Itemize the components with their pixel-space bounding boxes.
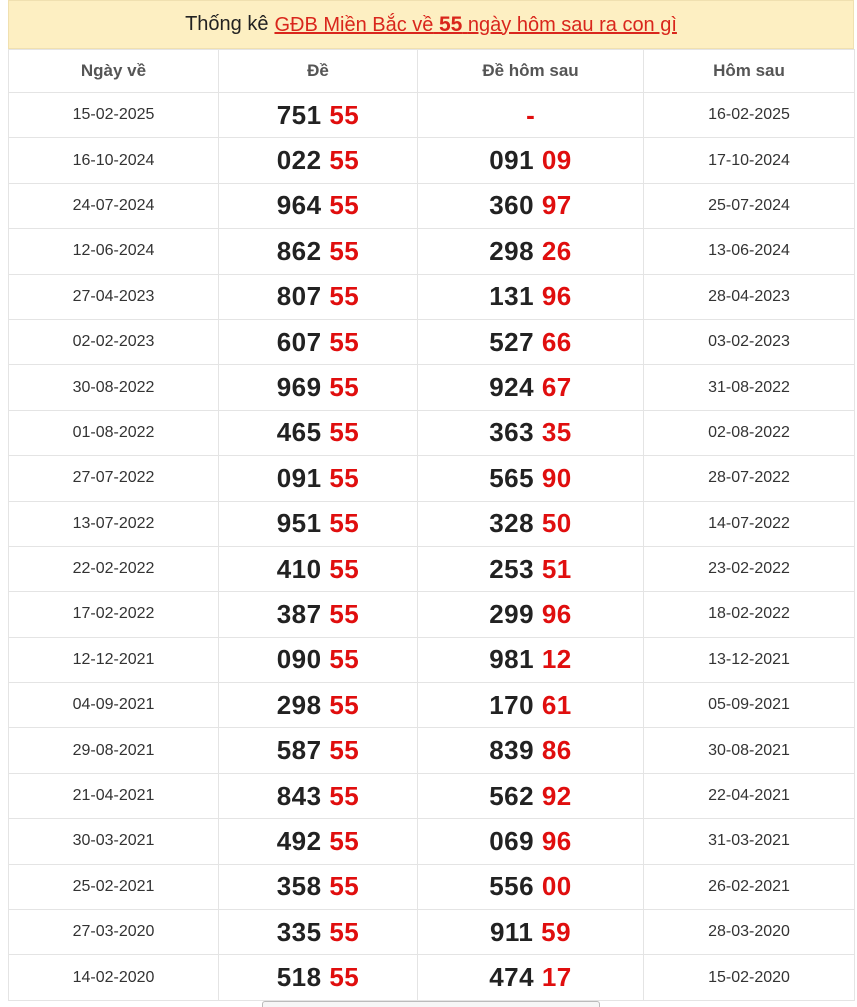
table-row: [9, 319, 855, 364]
de-prefix: 091: [276, 462, 322, 493]
date-text: 30-03-2021: [72, 832, 155, 850]
next-de-prefix: 091: [489, 145, 535, 176]
cell-de: [219, 138, 418, 183]
cell-de: [219, 819, 418, 864]
date-text: 27-03-2020: [72, 923, 155, 941]
table-row: [9, 274, 855, 319]
de-prefix: 335: [276, 916, 322, 947]
cell-next-de: [418, 501, 644, 546]
date-text: 04-09-2021: [72, 696, 155, 714]
de-number: [277, 327, 360, 357]
column-header-next-de: Đề hôm sau: [418, 50, 644, 93]
next-de-suffix: 67: [541, 372, 572, 403]
cell-de: [219, 955, 418, 1000]
de-prefix: 410: [276, 553, 322, 584]
next-de-prefix: 924: [489, 372, 535, 403]
page-title: [8, 0, 854, 49]
de-suffix: 55: [329, 508, 360, 539]
next-de-prefix: 562: [489, 780, 535, 811]
de-prefix: 090: [276, 644, 322, 675]
cell-de: [219, 546, 418, 591]
next-de-number: [489, 463, 572, 493]
cell-date: [9, 819, 219, 864]
date-text: 25-02-2021: [72, 877, 155, 895]
cell-next-date: [644, 773, 855, 818]
cell-date: [9, 229, 219, 274]
de-number: [277, 417, 360, 447]
cell-next-date: [644, 910, 855, 955]
next-date-text: 13-06-2024: [708, 242, 790, 260]
cell-de: [219, 592, 418, 637]
cell-next-date: [644, 955, 855, 1000]
next-de-suffix: 51: [541, 553, 572, 584]
cell-date: [9, 592, 219, 637]
cell-date: [9, 637, 219, 682]
title-prefix: Thống kê: [185, 13, 269, 35]
de-number: [277, 463, 360, 493]
next-de-number: [489, 236, 572, 266]
next-de-number: [489, 644, 572, 674]
de-prefix: 492: [276, 825, 322, 856]
next-date-text: 31-03-2021: [708, 832, 790, 850]
next-de-prefix: 170: [489, 689, 535, 720]
de-number: [277, 781, 360, 811]
next-de-number: [489, 281, 572, 311]
next-de-suffix: 96: [541, 825, 572, 856]
cell-next-de: [418, 864, 644, 909]
cell-de: [219, 410, 418, 455]
cell-date: [9, 864, 219, 909]
de-number: [277, 962, 360, 992]
cell-next-de: [418, 183, 644, 228]
table-row: [9, 546, 855, 591]
cell-de: [219, 365, 418, 410]
next-date-text: 25-07-2024: [708, 196, 790, 214]
de-suffix: 55: [329, 235, 360, 266]
de-prefix: 607: [276, 326, 322, 357]
de-prefix: 465: [276, 417, 322, 448]
de-suffix: 55: [329, 372, 360, 403]
next-de-prefix: 474: [489, 962, 535, 993]
next-date-text: 26-02-2021: [708, 877, 790, 895]
date-text: 17-02-2022: [72, 605, 155, 623]
de-suffix: 55: [329, 99, 360, 130]
de-number: [277, 917, 360, 947]
cell-next-de: [418, 410, 644, 455]
next-de-prefix: 328: [489, 508, 535, 539]
next-date-text: 30-08-2021: [708, 741, 790, 759]
cell-next-de: [418, 274, 644, 319]
de-number: [277, 372, 360, 402]
next-date-text: 23-02-2022: [708, 560, 790, 578]
next-de-suffix: 96: [541, 598, 572, 629]
next-de-suffix: 61: [541, 689, 572, 720]
cell-de: [219, 319, 418, 364]
de-suffix: 55: [329, 417, 360, 448]
de-prefix: 807: [276, 281, 322, 312]
cell-next-de: [418, 456, 644, 501]
next-de-prefix: 131: [489, 281, 535, 312]
stats-panel: [8, 0, 854, 1001]
next-de-prefix: 565: [489, 462, 535, 493]
de-number: [277, 100, 360, 130]
next-de-suffix: 26: [541, 235, 572, 266]
next-date-text: 15-02-2020: [708, 968, 790, 986]
date-text: 27-04-2023: [72, 287, 155, 305]
next-de-suffix: 35: [541, 417, 572, 448]
cell-date: [9, 910, 219, 955]
cell-date: [9, 546, 219, 591]
next-de-number: [489, 871, 572, 901]
table-row: [9, 864, 855, 909]
cell-next-de: [418, 819, 644, 864]
next-de-suffix: 86: [541, 735, 572, 766]
next-de-suffix: 90: [541, 462, 572, 493]
cell-next-date: [644, 183, 855, 228]
next-date-text: 05-09-2021: [708, 696, 790, 714]
column-header-next-date: Hôm sau: [644, 50, 855, 93]
de-suffix: 55: [329, 598, 360, 629]
de-number: [277, 281, 360, 311]
next-de-number: [489, 690, 572, 720]
cell-date: [9, 410, 219, 455]
de-prefix: 843: [276, 780, 322, 811]
table-header-row: [9, 50, 855, 93]
next-de-number: [489, 372, 572, 402]
cell-de: [219, 637, 418, 682]
de-prefix: 022: [276, 145, 322, 176]
cell-date: [9, 93, 219, 138]
cell-date: [9, 274, 219, 319]
next-de-number: [489, 327, 572, 357]
cell-date: [9, 456, 219, 501]
cell-de: [219, 183, 418, 228]
cell-next-de: [418, 365, 644, 410]
next-date-text: 14-07-2022: [708, 514, 790, 532]
de-prefix: 951: [276, 508, 322, 539]
table-row: [9, 773, 855, 818]
next-de-prefix: 360: [489, 190, 535, 221]
title-link-number: 55: [438, 12, 463, 36]
table-row: [9, 501, 855, 546]
cell-de: [219, 501, 418, 546]
date-text: 21-04-2021: [72, 787, 155, 805]
next-de-prefix: 981: [489, 644, 535, 675]
next-de-number: [489, 190, 572, 220]
cell-next-de: [418, 319, 644, 364]
cell-next-de: [418, 93, 644, 138]
cell-de: [219, 864, 418, 909]
cell-de: [219, 683, 418, 728]
next-de-number: [489, 508, 572, 538]
date-text: 13-07-2022: [72, 514, 155, 532]
cell-de: [219, 910, 418, 955]
next-de-prefix: 556: [489, 871, 535, 902]
de-number: [277, 871, 360, 901]
date-text: 12-06-2024: [72, 242, 155, 260]
stats-table: [8, 49, 855, 1001]
next-date-text: 31-08-2022: [708, 378, 790, 396]
table-row: [9, 93, 855, 138]
cell-next-date: [644, 138, 855, 183]
next-de-number: [490, 917, 571, 947]
next-de-missing: -: [526, 99, 535, 130]
next-de-suffix: 09: [541, 145, 572, 176]
de-suffix: 55: [329, 689, 360, 720]
cell-next-date: [644, 546, 855, 591]
cell-next-date: [644, 93, 855, 138]
next-de-suffix: 50: [541, 508, 572, 539]
cell-date: [9, 138, 219, 183]
next-de-suffix: 97: [541, 190, 572, 221]
date-text: 30-08-2022: [72, 378, 155, 396]
next-date-text: 28-07-2022: [708, 469, 790, 487]
de-suffix: 55: [329, 825, 360, 856]
cell-next-date: [644, 592, 855, 637]
cell-next-de: [418, 592, 644, 637]
next-de-number: [489, 599, 572, 629]
cell-next-de: [418, 773, 644, 818]
next-date-text: 28-03-2020: [708, 923, 790, 941]
next-de-number: [489, 554, 572, 584]
cell-next-date: [644, 501, 855, 546]
cell-next-de: [418, 728, 644, 773]
next-de-suffix: 12: [541, 644, 572, 675]
de-suffix: 55: [329, 644, 360, 675]
cell-next-date: [644, 819, 855, 864]
title-link-before: GĐB Miền Bắc về: [274, 13, 434, 36]
next-date-text: 18-02-2022: [708, 605, 790, 623]
table-row: [9, 456, 855, 501]
de-suffix: 55: [329, 780, 360, 811]
next-de-number: [489, 826, 572, 856]
title-link-after: ngày hôm sau ra con gì: [467, 13, 677, 36]
date-text: 22-02-2022: [72, 560, 155, 578]
de-prefix: 587: [276, 735, 322, 766]
table-row: [9, 728, 855, 773]
column-header-de: Đề: [219, 50, 418, 93]
de-number: [277, 236, 360, 266]
de-prefix: 751: [276, 99, 322, 130]
de-prefix: 358: [276, 871, 322, 902]
table-body: [9, 93, 855, 1001]
de-number: [277, 599, 360, 629]
next-de-number: [489, 417, 572, 447]
de-suffix: 55: [329, 962, 360, 993]
next-de-number: [489, 781, 572, 811]
next-de-prefix: 363: [489, 417, 535, 448]
next-de-suffix: 96: [541, 281, 572, 312]
de-number: [277, 554, 360, 584]
next-date-text: 02-08-2022: [708, 423, 790, 441]
cell-date: [9, 365, 219, 410]
de-number: [277, 508, 360, 538]
cell-de: [219, 274, 418, 319]
de-suffix: 55: [329, 145, 360, 176]
next-de-number: [489, 962, 572, 992]
cell-date: [9, 955, 219, 1000]
cell-next-date: [644, 365, 855, 410]
cell-date: [9, 501, 219, 546]
cell-date: [9, 773, 219, 818]
cell-next-date: [644, 637, 855, 682]
table-row: [9, 365, 855, 410]
table-row: [9, 955, 855, 1000]
cell-next-date: [644, 229, 855, 274]
date-text: 12-12-2021: [72, 650, 155, 668]
cell-de: [219, 93, 418, 138]
cell-next-de: [418, 910, 644, 955]
table-row: [9, 410, 855, 455]
de-prefix: 387: [276, 598, 322, 629]
next-date-text: 28-04-2023: [708, 287, 790, 305]
cell-date: [9, 728, 219, 773]
de-number: [277, 190, 360, 220]
next-de-prefix: 298: [489, 235, 535, 266]
date-text: 14-02-2020: [72, 968, 155, 986]
de-suffix: 55: [329, 871, 360, 902]
cell-next-date: [644, 728, 855, 773]
cell-next-date: [644, 319, 855, 364]
next-de-suffix: 17: [541, 962, 572, 993]
next-de-suffix: 59: [541, 916, 572, 947]
de-prefix: 862: [276, 235, 322, 266]
next-de-prefix: 069: [489, 825, 535, 856]
de-suffix: 55: [329, 326, 360, 357]
title-link[interactable]: [274, 13, 676, 37]
next-de-suffix: 92: [541, 780, 572, 811]
cell-next-date: [644, 410, 855, 455]
de-prefix: 518: [276, 962, 322, 993]
cell-next-de: [418, 683, 644, 728]
date-text: 29-08-2021: [72, 741, 155, 759]
de-number: [277, 735, 360, 765]
de-prefix: 969: [276, 372, 322, 403]
date-text: 02-02-2023: [72, 333, 155, 351]
next-de-prefix: 253: [489, 553, 535, 584]
de-prefix: 964: [276, 190, 322, 221]
next-date-text: 17-10-2024: [708, 151, 790, 169]
table-row: [9, 819, 855, 864]
next-de-number: [489, 145, 572, 175]
cell-date: [9, 319, 219, 364]
cell-next-de: [418, 546, 644, 591]
next-de-number: [489, 735, 572, 765]
cell-next-date: [644, 864, 855, 909]
cell-next-de: [418, 138, 644, 183]
next-de-prefix: 911: [489, 916, 534, 947]
de-suffix: 55: [329, 281, 360, 312]
de-suffix: 55: [329, 916, 360, 947]
next-date-text: 16-02-2025: [708, 106, 790, 124]
cell-next-de: [418, 637, 644, 682]
date-text: 01-08-2022: [72, 423, 155, 441]
de-number: [277, 690, 360, 720]
next-de-prefix: 527: [489, 326, 535, 357]
next-de-suffix: 66: [541, 326, 572, 357]
cell-de: [219, 773, 418, 818]
next-de-prefix: 299: [489, 598, 535, 629]
cell-next-date: [644, 456, 855, 501]
cell-next-de: [418, 955, 644, 1000]
de-number: [277, 145, 360, 175]
de-suffix: 55: [329, 190, 360, 221]
date-text: 15-02-2025: [72, 106, 155, 124]
cell-next-date: [644, 274, 855, 319]
table-row: [9, 592, 855, 637]
de-number: [277, 644, 360, 674]
table-row: [9, 683, 855, 728]
de-number: [277, 826, 360, 856]
cell-date: [9, 683, 219, 728]
table-row: [9, 637, 855, 682]
table-row: [9, 183, 855, 228]
table-row: [9, 910, 855, 955]
cell-next-de: [418, 229, 644, 274]
de-suffix: 55: [329, 462, 360, 493]
cell-date: [9, 183, 219, 228]
date-text: 27-07-2022: [72, 469, 155, 487]
table-row: [9, 229, 855, 274]
de-suffix: 55: [329, 735, 360, 766]
table-row: [9, 138, 855, 183]
next-de-prefix: 839: [489, 735, 535, 766]
date-text: 24-07-2024: [72, 196, 155, 214]
horizontal-scrollbar[interactable]: [262, 1001, 600, 1007]
cell-de: [219, 229, 418, 274]
next-date-text: 22-04-2021: [708, 787, 790, 805]
column-header-date: Ngày về: [9, 50, 219, 93]
cell-de: [219, 456, 418, 501]
date-text: 16-10-2024: [72, 151, 155, 169]
cell-next-date: [644, 683, 855, 728]
next-date-text: 03-02-2023: [708, 333, 790, 351]
next-date-text: 13-12-2021: [708, 650, 790, 668]
de-suffix: 55: [329, 553, 360, 584]
de-prefix: 298: [276, 689, 322, 720]
cell-de: [219, 728, 418, 773]
next-de-suffix: 00: [541, 871, 572, 902]
